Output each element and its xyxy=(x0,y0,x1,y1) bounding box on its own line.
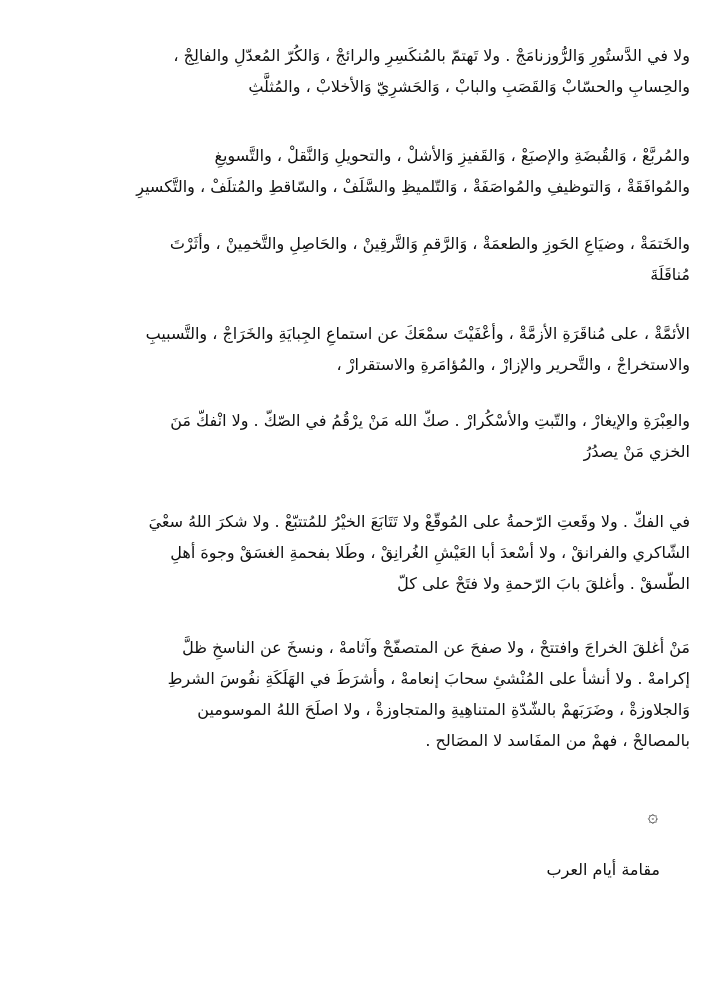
paragraph-line: ولا في الدَّستُورِ وَالرُّوزنامَجْ . ولا تَهتمّ بالمُنكَسِرِ والرائجْ ، وَالكُرّ المُعدّلِ والفالِجْ ، xyxy=(173,46,690,65)
paragraph-3 xyxy=(50,228,690,290)
paragraph-1 xyxy=(50,40,690,102)
paragraph-6 xyxy=(50,506,690,599)
paragraph-line: والخَتمَةْ ، وضيَاعِ الحَوزِ والطعمَةْ ، وَالرَّقمِ وَالتَّرقِينْ ، والحَاصِلِ والتَّخمِينْ ، وأثَرْتَ xyxy=(169,234,690,253)
paragraph-4 xyxy=(50,318,690,380)
paragraph-2 xyxy=(50,140,690,202)
paragraph-line: إكرامهْ . ولا أنشأ على المُنْشئِ سحابَ إنعامهْ ، وأشرَطَ في الهَلَكَةِ نفُوسَ الشرطِ xyxy=(167,669,690,688)
paragraph-line: في الفكّ . ولا وقَعتِ الرّحمةُ على المُوقّعْ ولا تَتَابَعَ الخيْرُ للمُتتبّعْ . ولا شكرَ اللهُ سعْيَ xyxy=(148,512,690,531)
paragraph-7 xyxy=(50,632,690,756)
paragraph-line: والمُوافَقَةْ ، وَالتوظيفِ والمُواصَفَةْ ، وَالتّلميظِ والسَّلَفْ ، والسّاقطِ والمُتلَفْ ، والتَّكسيرِ xyxy=(136,177,690,196)
paragraph-line: والعِبْرَةِ والإيغارْ ، والتّبتِ والأسْكُرارْ . صكّ الله مَنْ يرْقُمُ في الصّكّ . ولا انْفكّ مَنَ xyxy=(170,411,690,430)
paragraph-line: وَالجلاوزةْ ، وضَرَبَهمْ بالشّدّةِ المتناهِيةِ والمتجاوزةْ ، ولا اصلَحَ اللهُ الموسومين xyxy=(197,700,690,719)
paragraph-line: الخزي مَنْ يصدُرُ xyxy=(583,442,690,461)
paragraph-line: والحِسابِ والحسّابْ وَالقَصَبِ والبابْ ، وَالحَشرِيّ وَالأخلابْ ، والمُثلَّثِ xyxy=(248,77,690,96)
paragraph-line: بالمصالحْ ، فهمْ من المفَاسد لا المصَالح . xyxy=(425,731,690,750)
maqama-title: مقامة أيام العرب xyxy=(546,860,660,879)
paragraph-line: مَنْ أغلقَ الخراجَ وافتتحْ ، ولا صفحَ عن المتصفّحْ وآثامهْ ، ونسخَ عن الناسخِ ظلَّ xyxy=(182,638,690,657)
paragraph-line: الطّسقْ . وأغلقَ بابَ الرّحمةِ ولا فتَحْ على كلّ xyxy=(397,574,690,593)
paragraph-5 xyxy=(50,405,690,467)
paragraph-line: الشّاكري والفرانقْ ، ولا أسْعدَ أبا العَيْشِ الغُرانِقْ ، وطَلا بفحمةِ الغسَقْ وجوهَ أهلِ xyxy=(170,543,690,562)
section-ornament: ۞ xyxy=(647,806,658,827)
paragraph-line: والاستخراجْ ، والتَّحرير والإزارْ ، والمُؤامَرةِ والاستقرارْ ، xyxy=(336,355,690,374)
paragraph-line: الأئمَّةْ ، على مُناقَرَةِ الأزمَّةْ ، وأعْفَيْتَ سمْعَكَ عن استماعِ الجِبايَةِ والخَرَاجْ ، والتَّسبيبِ xyxy=(145,324,690,343)
paragraph-line: مُناقَلَةَ xyxy=(650,265,690,284)
paragraph-line: والمُربَّعْ ، وَالقُبضَةِ والإصبَعْ ، وَالقَفيزِ وَالأشلْ ، والتحويلِ وَالنَّقلْ ، والتَّسويغِ xyxy=(214,146,690,165)
